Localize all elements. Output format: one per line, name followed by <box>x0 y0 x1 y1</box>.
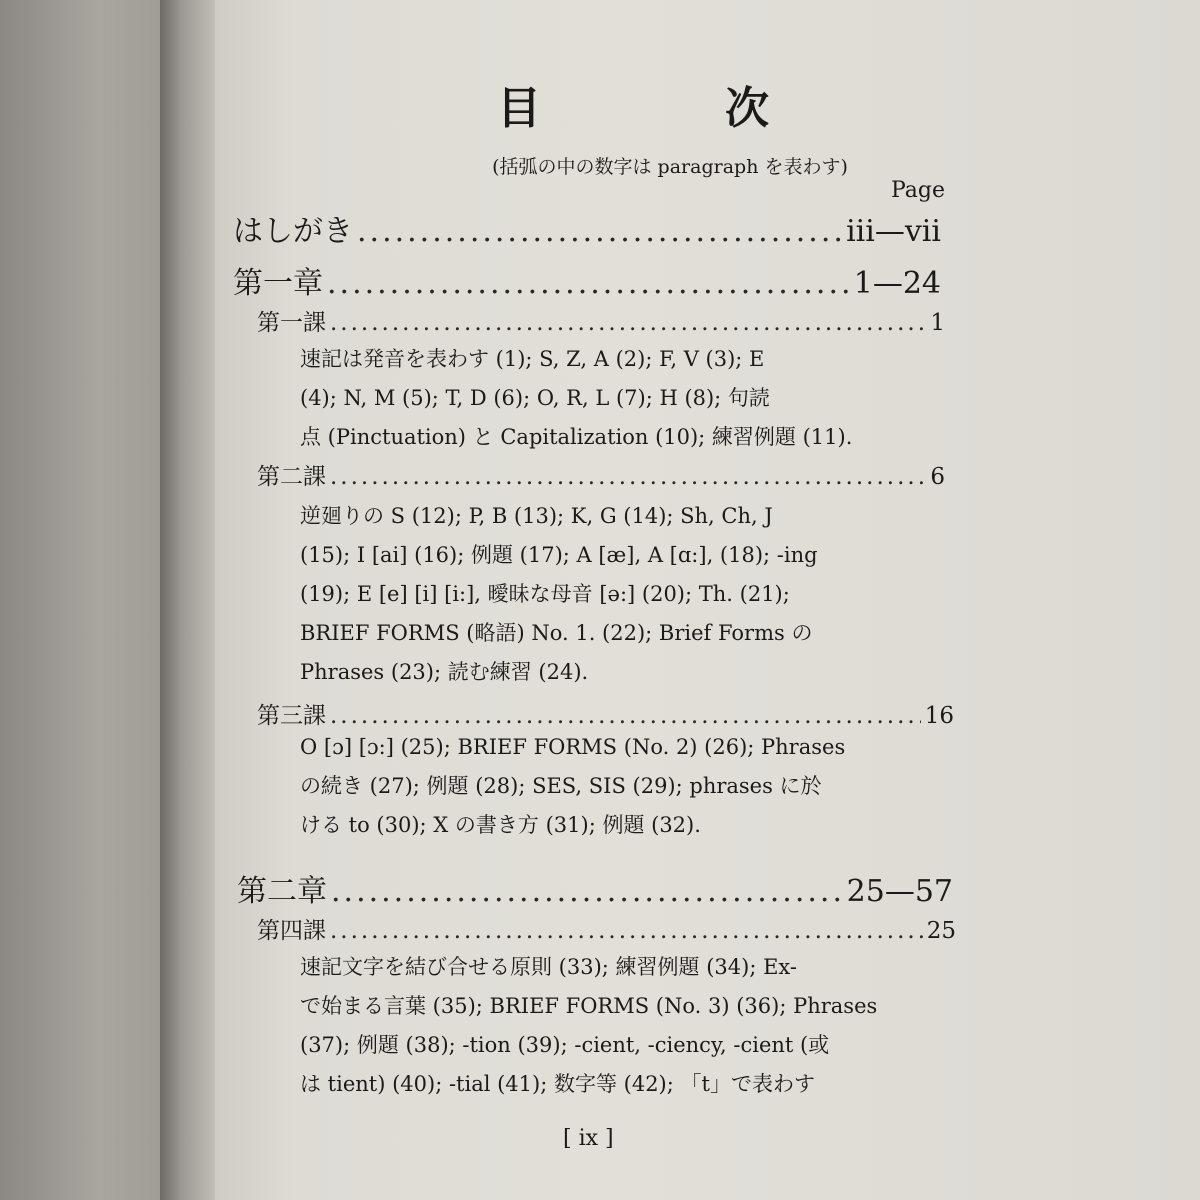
entry-pages: 25—57 <box>846 874 953 909</box>
toc-entry-chapter-1 <box>233 258 941 302</box>
contents-line: BRIEF FORMS (略語) No. 1. (22); Brief Forms の <box>300 621 813 645</box>
entry-label: 第四課 <box>257 918 326 944</box>
leader-dots <box>330 918 923 944</box>
entry-pages: iii—vii <box>846 214 941 249</box>
leader-dots <box>357 214 842 249</box>
contents-line: (4); N, M (5); T, D (6); O, R, L (7); H (8); 句読 <box>300 386 770 410</box>
toc-entry-preface <box>233 206 941 250</box>
contents-line: O [ɔ] [ɔ:] (25); BRIEF FORMS (No. 2) (26); Phrases <box>300 735 846 759</box>
entry-page: 25 <box>926 918 956 944</box>
leader-dots <box>331 874 843 909</box>
page-title: 目 次 <box>497 83 839 134</box>
contents-line: (37); 例題 (38); -tion (39); -cient, -ciency, -cient (或 <box>300 1033 830 1057</box>
toc-entry-lesson-3 <box>257 697 954 730</box>
lesson-4-contents <box>300 948 890 1104</box>
contents-line: で始まる言葉 (35); BRIEF FORMS (No. 3) (36); Phrases <box>300 994 878 1018</box>
lesson-3-contents <box>300 728 882 845</box>
entry-label: 第二課 <box>257 464 326 490</box>
leader-dots <box>327 266 850 301</box>
lesson-2-contents <box>300 497 882 692</box>
contents-line: 点 (Pinctuation) と Capitalization (10); 練習例題 (11). <box>300 425 853 449</box>
leader-dots <box>330 703 921 729</box>
entry-label: 第一章 <box>233 266 323 301</box>
lesson-1-contents <box>300 340 882 457</box>
entry-page: 6 <box>930 464 945 490</box>
contents-line: は tient) (40); -tial (41); 数字等 (42); 「t」で表わす <box>300 1072 815 1096</box>
contents-line: Phrases (23); 読む練習 (24). <box>300 660 589 684</box>
toc-entry-lesson-1 <box>257 304 945 337</box>
toc-entry-chapter-2 <box>237 866 953 910</box>
contents-line: 速記文字を結び合せる原則 (33); 練習例題 (34); Ex- <box>300 955 797 979</box>
entry-page: 1 <box>930 310 945 336</box>
page-number: [ ix ] <box>563 1126 614 1151</box>
entry-label: はしがき <box>233 214 353 249</box>
toc-entry-lesson-4 <box>257 912 956 945</box>
contents-line: の続き (27); 例題 (28); SES, SIS (29); phrases に於 <box>300 774 822 798</box>
toc-entry-lesson-2 <box>257 458 945 491</box>
contents-line: ける to (30); X の書き方 (31); 例題 (32). <box>300 813 701 837</box>
toc-note: (括弧の中の数字は paragraph を表わす) <box>492 156 848 178</box>
contents-line: (19); E [e] [i] [i:], 曖昧な母音 [ə:] (20); Th. (21); <box>300 582 790 606</box>
contents-line: 逆廻りの S (12); P, B (13); K, G (14); Sh, Ch, J <box>300 504 773 528</box>
entry-pages: 1—24 <box>853 266 941 301</box>
contents-line: (15); I [ai] (16); 例題 (17); A [æ], A [ɑ:], (18); -ing <box>300 543 818 567</box>
leader-dots <box>330 464 926 490</box>
leader-dots <box>330 310 926 336</box>
entry-page: 16 <box>924 703 954 729</box>
entry-label: 第二章 <box>237 874 327 909</box>
contents-line: 速記は発音を表わす (1); S, Z, A (2); F, V (3); E <box>300 347 765 371</box>
entry-label: 第三課 <box>257 703 326 729</box>
page-column-header: Page <box>890 178 945 203</box>
entry-label: 第一課 <box>257 310 326 336</box>
